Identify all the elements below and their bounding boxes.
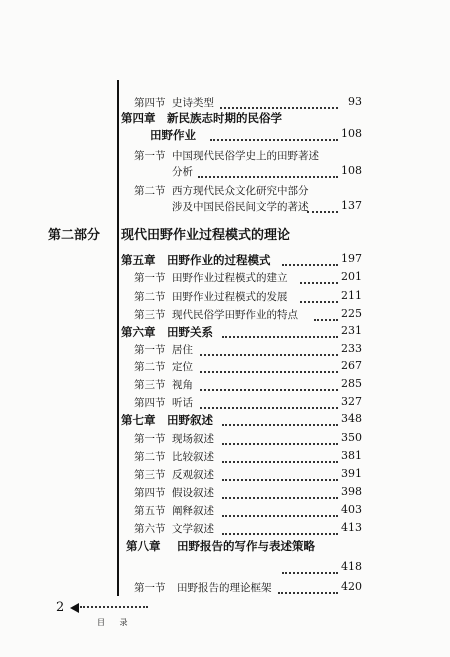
toc-chapter-entry[interactable] <box>0 412 450 432</box>
toc-entry[interactable] <box>0 485 450 505</box>
section-number: 第一节 <box>134 344 166 356</box>
dot-leader <box>307 199 338 213</box>
chapter-title: 新民族志时期的民俗学 <box>167 111 282 125</box>
chapter-title: 田野叙述 <box>167 413 213 427</box>
page-number: 267 <box>341 359 362 372</box>
entry-title: 田野作业过程模式的建立 <box>172 272 288 284</box>
entry-title: 中国现代民俗学史上的田野著述 <box>172 150 319 162</box>
section-number: 第二节 <box>134 185 166 197</box>
dot-leader <box>314 307 338 321</box>
toc-entry[interactable] <box>0 467 450 487</box>
dot-leader <box>210 127 338 141</box>
toc-chapter-entry-cont <box>0 127 450 147</box>
section-number: 第六节 <box>134 523 166 535</box>
page-number: 418 <box>341 560 362 573</box>
entry-title: 听话 <box>172 397 193 409</box>
entry-title: 西方现代民众文化研究中部分 <box>172 185 309 197</box>
footer-page-number: 2 <box>56 600 65 615</box>
page-number: 197 <box>341 252 362 265</box>
section-number: 第三节 <box>134 309 166 321</box>
entry-title: 居住 <box>172 344 193 356</box>
section-number: 第一节 <box>134 272 166 284</box>
entry-title: 现场叙述 <box>172 433 214 445</box>
chapter-number: 第七章 <box>121 413 156 427</box>
section-number: 第一节 <box>134 582 166 594</box>
entry-title-cont: 涉及中国民俗民间文学的著述 <box>172 201 309 213</box>
page-number: 225 <box>341 307 362 320</box>
entry-title: 反观叙述 <box>172 469 214 481</box>
section-number: 第四节 <box>134 487 166 499</box>
toc-chapter-entry[interactable] <box>0 252 450 272</box>
toc-entry-cont <box>0 199 450 219</box>
dot-leader <box>222 431 338 445</box>
toc-entry[interactable] <box>0 377 450 397</box>
section-number: 第五节 <box>134 505 166 517</box>
footer-label: 目 录 <box>97 618 134 627</box>
section-number: 第四节 <box>134 397 166 409</box>
chapter-title: 田野报告的写作与表述策略 <box>177 539 315 553</box>
section-number: 第三节 <box>134 469 166 481</box>
page-number: 233 <box>341 342 362 355</box>
toc-chapter-entry[interactable] <box>0 538 450 558</box>
toc-entry[interactable] <box>0 580 450 600</box>
chapter-title-cont: 田野作业 <box>150 128 196 142</box>
entry-title: 现代民俗学田野作业的特点 <box>172 309 298 321</box>
page-number: 285 <box>341 377 362 390</box>
section-number: 第二节 <box>134 361 166 373</box>
page-number: 420 <box>341 580 362 593</box>
arrow-left-icon <box>70 603 79 613</box>
dot-leader <box>222 412 338 426</box>
page-number: 211 <box>341 289 362 302</box>
dot-leader <box>222 449 338 463</box>
chapter-title: 田野作业的过程模式 <box>167 253 271 267</box>
part-title[interactable]: 现代田野作业过程模式的理论 <box>121 228 291 243</box>
page-number: 381 <box>341 449 362 462</box>
dot-leader <box>282 560 338 574</box>
dot-leader <box>282 252 338 266</box>
section-number: 第二节 <box>134 291 166 303</box>
page-number: 391 <box>341 467 362 480</box>
chapter-number: 第五章 <box>121 253 156 267</box>
entry-title: 阐释叙述 <box>172 505 214 517</box>
page-number: 327 <box>341 395 362 408</box>
page-number: 93 <box>348 95 362 108</box>
entry-title-cont: 分析 <box>172 166 193 178</box>
toc-entry[interactable] <box>0 359 450 379</box>
chapter-number: 第四章 <box>121 111 156 125</box>
page-number: 350 <box>341 431 362 444</box>
toc-entry[interactable] <box>0 449 450 469</box>
footer-dot-rule <box>80 606 148 608</box>
dot-leader <box>198 164 338 178</box>
dot-leader <box>300 270 338 284</box>
dot-leader <box>222 467 338 481</box>
dot-leader <box>200 359 338 373</box>
entry-title: 假设叙述 <box>172 487 214 499</box>
entry-title: 文学叙述 <box>172 523 214 535</box>
entry-title: 田野报告的理论框架 <box>177 582 272 594</box>
page-number: 413 <box>341 521 362 534</box>
dot-leader <box>222 521 338 535</box>
page-number: 137 <box>341 199 362 212</box>
page-number: 403 <box>341 503 362 516</box>
chapter-title: 田野关系 <box>167 325 213 339</box>
chapter-number: 第八章 <box>126 539 161 553</box>
toc-chapter-entry-cont <box>0 560 450 580</box>
page-number: 348 <box>341 412 362 425</box>
dot-leader <box>200 377 338 391</box>
section-number: 第二节 <box>134 451 166 463</box>
page-number: 108 <box>341 164 362 177</box>
dot-leader <box>220 95 338 109</box>
page-number: 231 <box>341 324 362 337</box>
chapter-number: 第六章 <box>121 325 156 339</box>
dot-leader <box>222 324 338 338</box>
dot-leader <box>200 395 338 409</box>
page-number: 108 <box>341 127 362 140</box>
dot-leader <box>222 485 338 499</box>
toc-chapter-entry[interactable] <box>0 324 450 344</box>
section-number: 第一节 <box>134 150 166 162</box>
section-number: 第一节 <box>134 433 166 445</box>
toc-entry[interactable] <box>0 431 450 451</box>
entry-title: 田野作业过程模式的发展 <box>172 291 288 303</box>
entry-title: 视角 <box>172 379 193 391</box>
toc-entry[interactable] <box>0 289 450 309</box>
dot-leader <box>278 580 338 594</box>
page-number: 398 <box>341 485 362 498</box>
section-number: 第三节 <box>134 379 166 391</box>
entry-title: 比较叙述 <box>172 451 214 463</box>
entry-title: 史诗类型 <box>172 97 214 109</box>
part-label: 第二部分 <box>48 228 101 243</box>
page-number: 201 <box>341 270 362 283</box>
toc-entry[interactable] <box>0 503 450 523</box>
section-number: 第四节 <box>134 97 166 109</box>
entry-title: 定位 <box>172 361 193 373</box>
toc-entry-cont <box>0 164 450 184</box>
dot-leader <box>300 289 338 303</box>
dot-leader <box>200 342 338 356</box>
dot-leader <box>222 503 338 517</box>
toc-entry[interactable] <box>0 270 450 290</box>
